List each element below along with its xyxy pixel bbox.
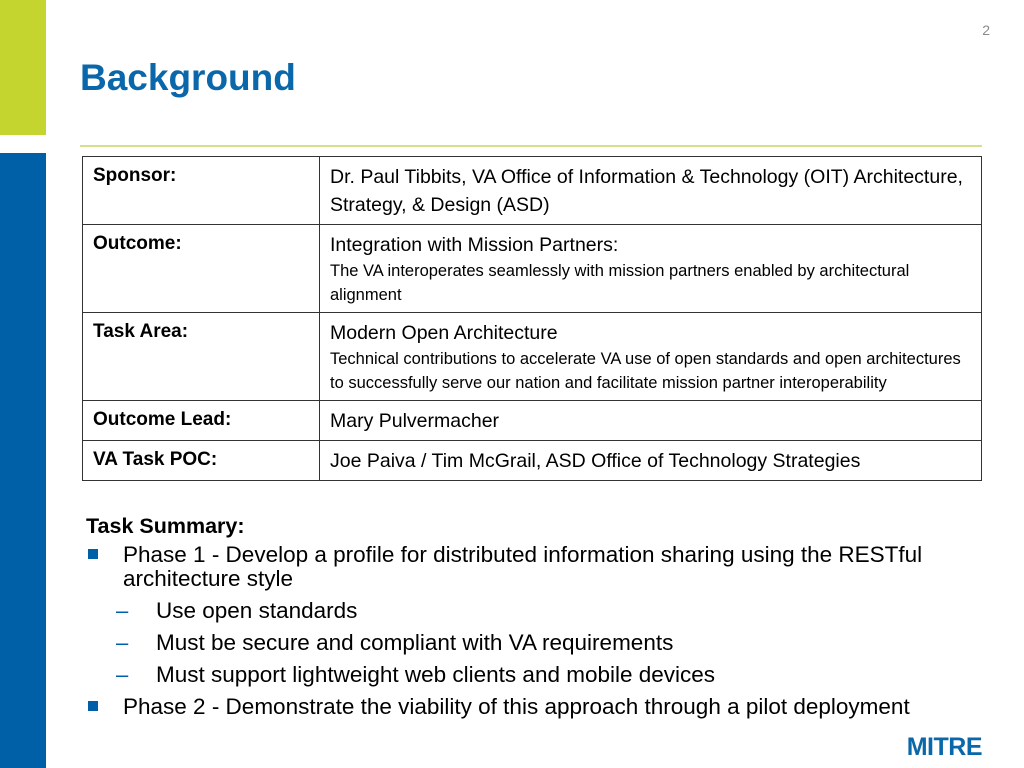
page-number: 2 (982, 22, 990, 38)
row-value-detail: The VA interoperates seamlessly with mission partners enabled by architectural alignment (330, 262, 910, 304)
row-label: Outcome Lead: (83, 401, 320, 441)
square-bullet-icon (88, 701, 98, 711)
list-item (86, 543, 986, 591)
background-table (82, 156, 982, 481)
row-value (320, 401, 982, 441)
task-summary (86, 514, 986, 727)
list-item (86, 599, 986, 623)
row-value-main: Modern Open Architecture (330, 322, 558, 344)
list-item-text: Phase 1 - Develop a profile for distributed information sharing using the RESTful architecture style (123, 542, 923, 591)
accent-bar-green (0, 0, 46, 135)
row-value (320, 313, 982, 401)
title-divider (80, 145, 982, 147)
row-value-main: Dr. Paul Tibbits, VA Office of Information & Technology (OIT) Architecture, Strategy, & Design (ASD) (330, 166, 963, 216)
row-label: VA Task POC: (83, 441, 320, 481)
table-row (83, 401, 982, 441)
list-item (86, 695, 986, 719)
row-value-main: Mary Pulvermacher (330, 410, 500, 432)
slide-title: Background (80, 57, 296, 98)
mitre-logo: MITRE (906, 733, 982, 761)
row-label: Outcome: (83, 225, 320, 313)
table-row (83, 225, 982, 313)
table-row (83, 313, 982, 401)
table-row (83, 441, 982, 481)
row-value-main: Integration with Mission Partners: (330, 234, 619, 256)
row-value-detail: Technical contributions to accelerate VA use of open standards and open architectures to successfully serve our nation and facilitate mission partner interoperability (330, 350, 961, 392)
row-value-main: Joe Paiva / Tim McGrail, ASD Office of Technology Strategies (330, 450, 861, 472)
list-item (86, 631, 986, 655)
list-item-text: Must support lightweight web clients and mobile devices (156, 662, 716, 687)
list-item-text: Must be secure and compliant with VA requirements (156, 630, 674, 655)
row-value (320, 157, 982, 225)
dash-bullet-icon: – (116, 662, 129, 687)
table-row (83, 157, 982, 225)
task-summary-heading: Task Summary: (86, 514, 245, 538)
list-item-text: Phase 2 - Demonstrate the viability of this approach through a pilot deployment (123, 694, 910, 719)
dash-bullet-icon: – (116, 598, 129, 623)
row-label: Sponsor: (83, 157, 320, 225)
row-value (320, 225, 982, 313)
list-item-text: Use open standards (156, 598, 358, 623)
row-value (320, 441, 982, 481)
accent-bar-blue (0, 153, 46, 768)
square-bullet-icon (88, 549, 98, 559)
dash-bullet-icon: – (116, 630, 129, 655)
list-item (86, 663, 986, 687)
row-label: Task Area: (83, 313, 320, 401)
